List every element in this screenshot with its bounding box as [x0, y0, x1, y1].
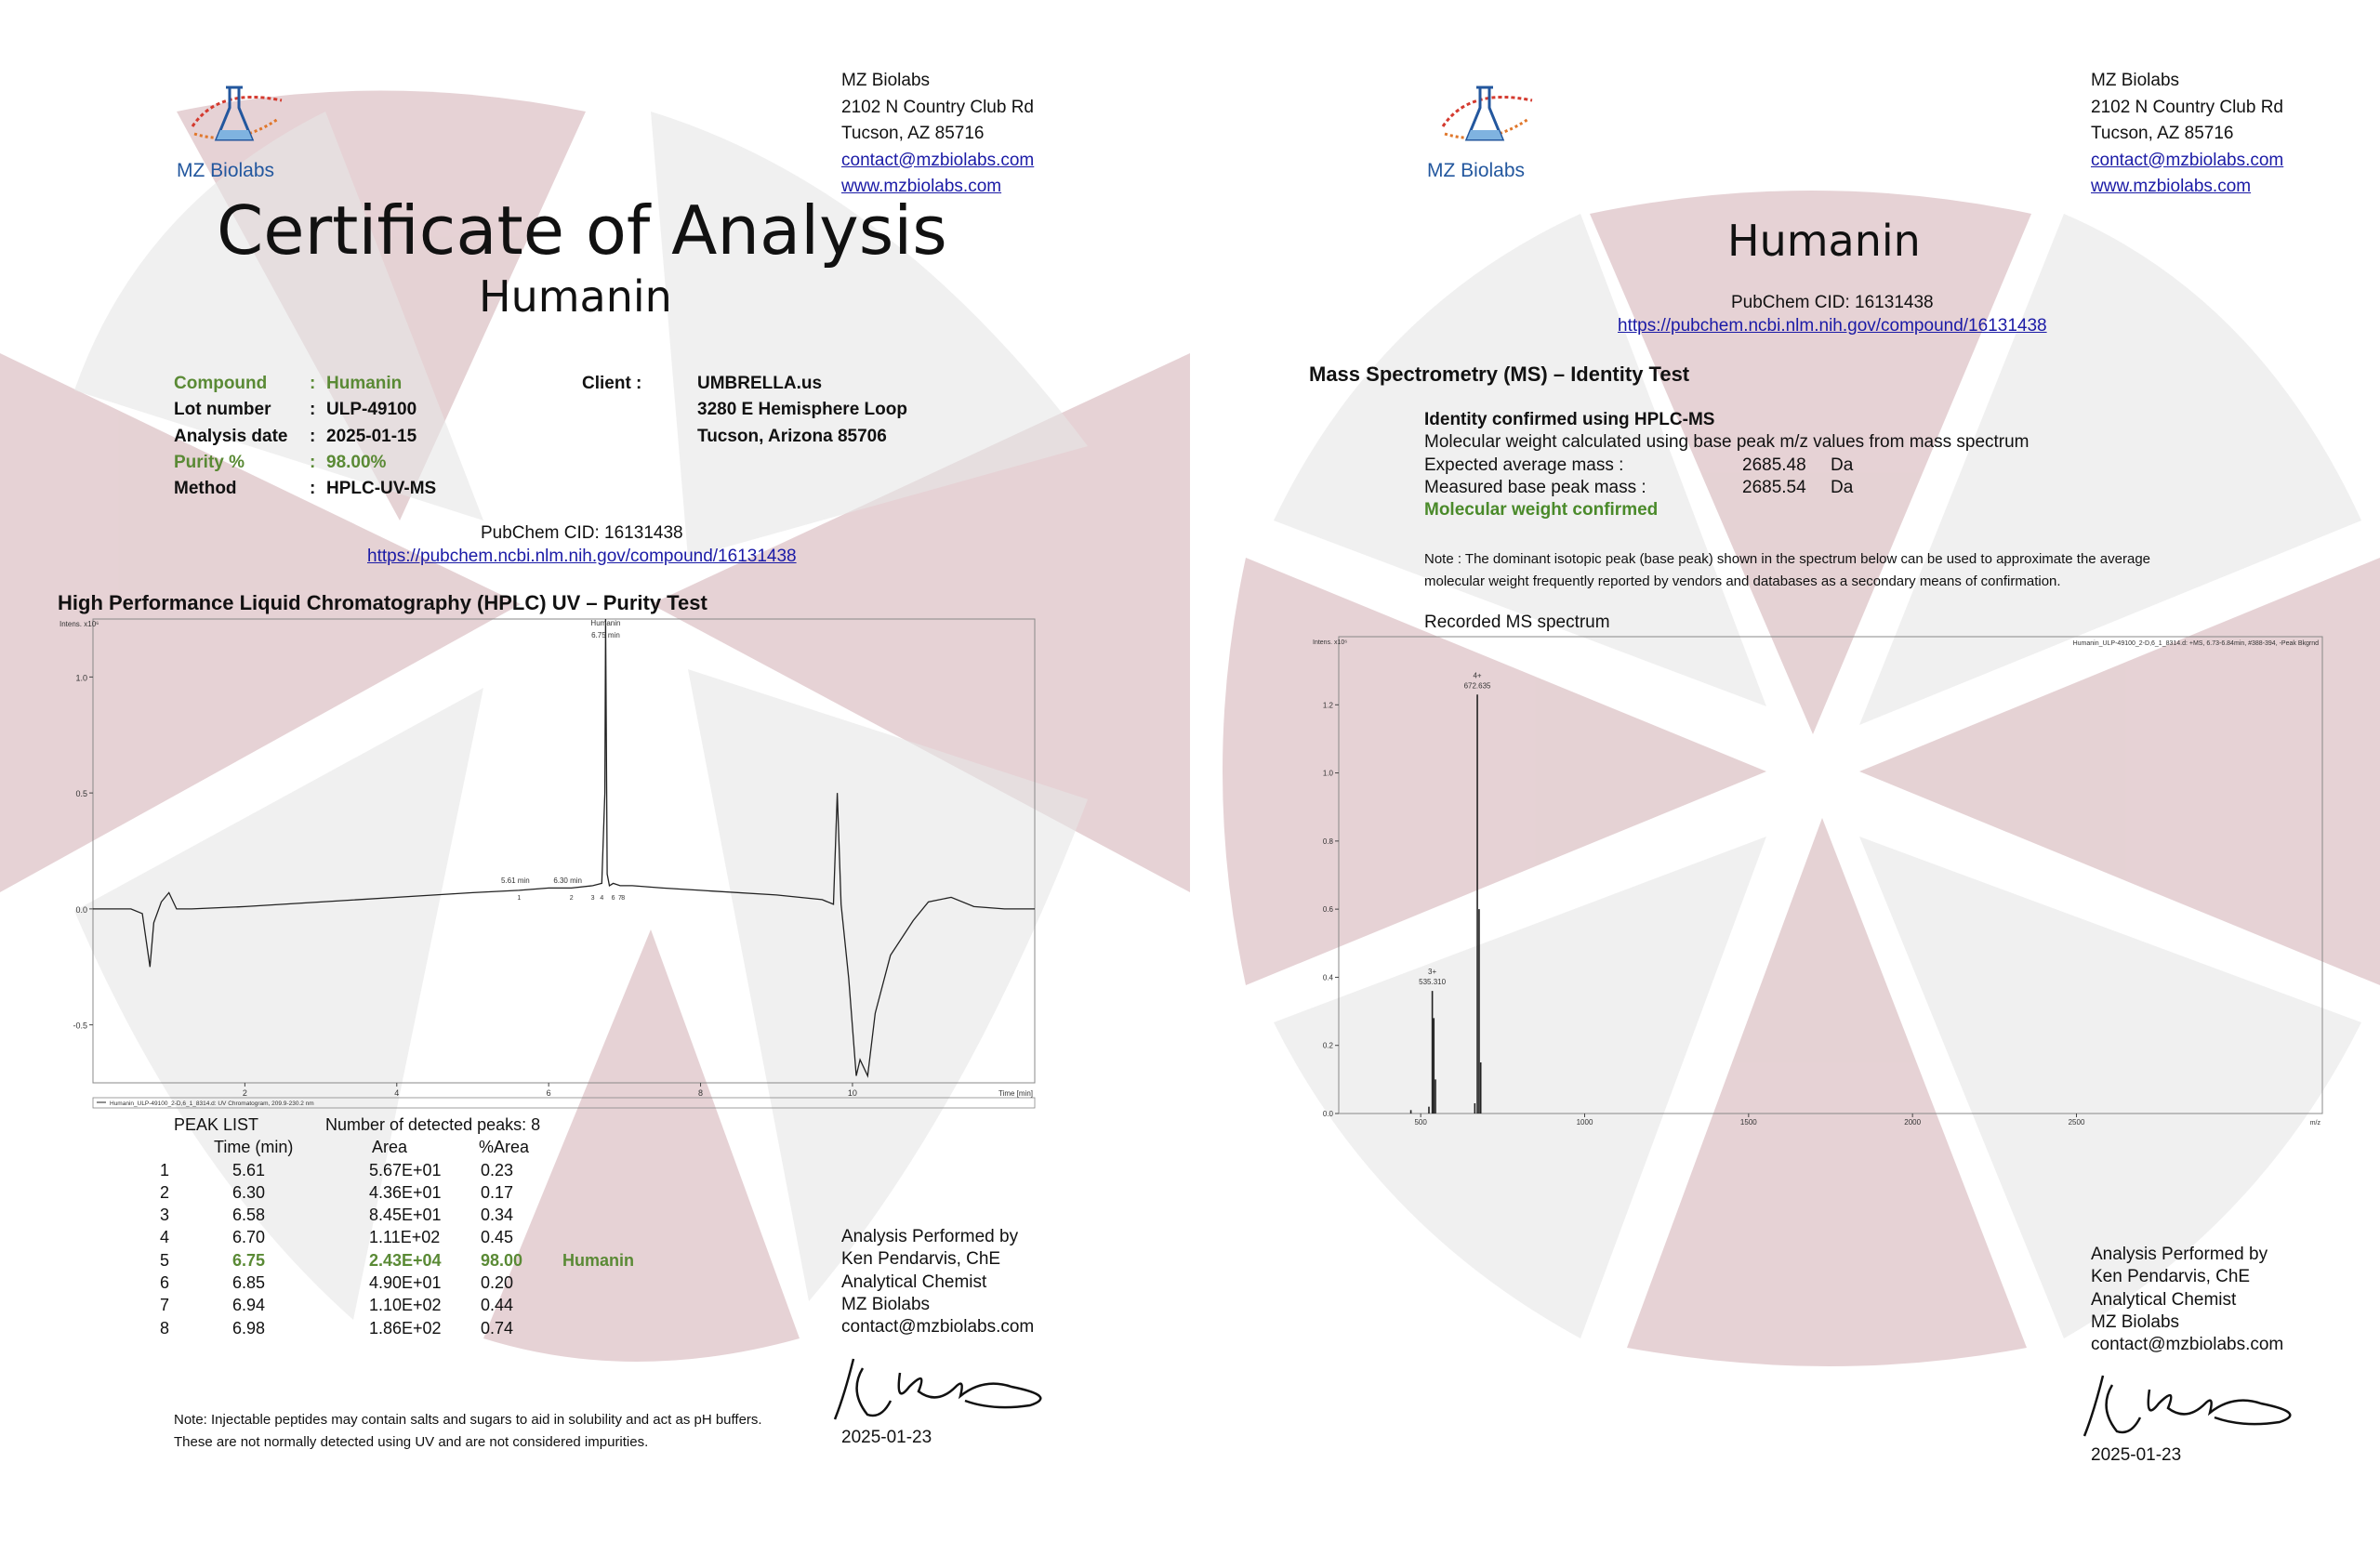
detected-peaks-count: Number of detected peaks: 8: [325, 1115, 541, 1134]
mass-unit: Da: [1831, 455, 1854, 475]
peak-row: [158, 1249, 634, 1272]
date-label: Analysis date: [174, 426, 288, 446]
website-link[interactable]: www.mzbiolabs.com: [841, 177, 1002, 196]
analyst-line: contact@mzbiolabs.com: [2091, 1335, 2284, 1355]
analyst-block: [2091, 1244, 2283, 1356]
x-tick-label: 8: [698, 1088, 704, 1098]
peak-cell-name: [562, 1181, 634, 1204]
company-address: [841, 68, 1034, 201]
measured-mass-label: Measured base peak mass :: [1424, 477, 1646, 497]
peak-cell-time: 6.75: [232, 1250, 266, 1270]
peak-cell-name: [562, 1204, 634, 1226]
sample-info: [174, 371, 436, 502]
peak-cell-pct: 0.20: [481, 1273, 514, 1293]
address-line: 2102 N Country Club Rd: [2091, 97, 2283, 117]
x-axis-label: Time [min]: [998, 1089, 1033, 1098]
identity-title: Identity confirmed using HPLC-MS: [1424, 410, 1715, 429]
mz-value-label: 535.310: [1419, 978, 1447, 987]
column-header: Area: [372, 1138, 408, 1157]
lot-value: ULP-49100: [326, 400, 417, 420]
signature: [2075, 1366, 2317, 1441]
ms-section-title: Mass Spectrometry (MS) – Identity Test: [1309, 362, 1690, 386]
x-tick-label: 2: [242, 1088, 247, 1098]
method-label: Method: [174, 479, 237, 499]
page-title: Certificate of Analysis: [217, 191, 947, 270]
peak-cell-time: 6.30: [232, 1182, 266, 1202]
compound-label: Compound: [174, 374, 268, 393]
peak-cell-name: Humanin: [562, 1250, 635, 1270]
peak-cell-time: 6.70: [232, 1228, 266, 1247]
note-line: Note: Injectable peptides may contain salts and sugars to aid in solubility and act as pH buffers.: [174, 1412, 762, 1428]
peak-row: [158, 1181, 634, 1204]
identity-block: [1424, 409, 2030, 521]
peak-annotation-time: 5.61 min: [500, 876, 530, 885]
colon: :: [310, 400, 316, 420]
signature-date: 2025-01-23: [2091, 1445, 2182, 1465]
logo-name: MZ Biolabs: [1427, 160, 1526, 181]
page-subtitle: Humanin: [479, 271, 672, 322]
base-peak-note: [1424, 548, 2150, 593]
peak-annotation-time: 6.75 min: [591, 631, 620, 639]
peak-number-label: 1: [517, 894, 522, 902]
flask-logo-icon: [181, 82, 293, 149]
peak-cell-n: 8: [160, 1318, 170, 1338]
peak-cell-pct: 0.17: [481, 1182, 514, 1202]
date-value: 2025-01-15: [326, 426, 417, 446]
client-line: UMBRELLA.us: [697, 374, 823, 393]
peak-cell-area: 2.43E+04: [369, 1250, 442, 1270]
analyst-line: Ken Pendarvis, ChE: [841, 1249, 1001, 1270]
peak-cell-area: 5.67E+01: [369, 1160, 442, 1179]
peak-list: [158, 1114, 634, 1339]
method-value: HPLC-UV-MS: [326, 479, 437, 499]
client-address: [697, 371, 907, 450]
x-tick-label: 6: [546, 1088, 551, 1098]
lot-label: Lot number: [174, 400, 271, 420]
hplc-section-title: High Performance Liquid Chromatography (HPLC) UV – Purity Test: [58, 591, 707, 614]
peak-cell-n: 6: [160, 1273, 170, 1293]
peak-cell-area: 4.90E+01: [369, 1273, 442, 1293]
charge-state-label: 4+: [1473, 671, 1482, 680]
y-tick-label: 0.4: [1322, 973, 1333, 982]
peak-cell-pct: 0.44: [481, 1296, 514, 1315]
pubchem-cid: PubChem CID: 16131438: [1731, 293, 1934, 312]
email-link[interactable]: contact@mzbiolabs.com: [841, 150, 1035, 170]
note-line: molecular weight frequently reported by vendors and databases as a secondary means of confirmation.: [1424, 573, 2061, 589]
hplc-chromatogram: [56, 615, 1041, 1107]
identity-description: Molecular weight calculated using base peak m/z values from mass spectrum: [1424, 432, 2030, 453]
pubchem-link[interactable]: https://pubchem.ncbi.nlm.nih.gov/compound/16131438: [1618, 316, 2047, 336]
client-label: Client :: [582, 374, 642, 393]
analyst-line: Analytical Chemist: [2091, 1289, 2237, 1310]
x-tick-label: 1500: [1739, 1118, 1757, 1127]
y-tick-label: -0.5: [73, 1021, 87, 1031]
x-axis-label: m/z: [2309, 1120, 2320, 1127]
x-tick-label: 4: [394, 1088, 400, 1098]
expected-mass-value: 2685.48: [1742, 455, 1806, 475]
peak-annotation-time: 6.30 min: [553, 876, 583, 885]
analyst-line: Analysis Performed by: [2091, 1245, 2268, 1264]
peak-row: [158, 1272, 634, 1294]
peak-row: [158, 1294, 634, 1316]
flask-logo-icon: [1432, 82, 1543, 149]
peak-cell-name: [562, 1317, 634, 1339]
peak-table: [158, 1136, 634, 1339]
y-tick-label: 1.2: [1322, 701, 1333, 710]
peak-annotation-name: Humanin: [590, 619, 621, 627]
y-tick-label: 0.5: [75, 789, 87, 799]
peak-cell-pct: 0.74: [481, 1318, 514, 1338]
y-axis-label: Intens. x10⁶: [60, 620, 99, 628]
website-link[interactable]: www.mzbiolabs.com: [2091, 177, 2252, 196]
peak-cell-n: 3: [160, 1206, 170, 1225]
y-tick-label: 0.2: [1322, 1041, 1333, 1050]
y-tick-label: 0.0: [1322, 1110, 1333, 1118]
signature-date: 2025-01-23: [841, 1428, 932, 1447]
peak-number-label: 8: [621, 894, 626, 902]
x-tick-label: 10: [847, 1088, 857, 1098]
pubchem-cid: PubChem CID: 16131438: [481, 523, 683, 543]
column-header: Time (min): [214, 1138, 294, 1157]
purity-label: Purity %: [174, 452, 245, 472]
analyst-line: MZ Biolabs: [2091, 1311, 2180, 1332]
mass-unit: Da: [1831, 477, 1854, 497]
measured-mass-value: 2685.54: [1742, 477, 1806, 497]
address-line: 2102 N Country Club Rd: [841, 97, 1034, 117]
column-header: %Area: [479, 1138, 530, 1157]
y-tick-label: 1.0: [75, 673, 87, 683]
weight-confirmed: Molecular weight confirmed: [1424, 500, 1659, 521]
peak-number-label: 7: [618, 894, 622, 902]
peak-row: [158, 1317, 634, 1339]
injectable-note: [174, 1409, 762, 1454]
plot-frame: [1339, 637, 2322, 1114]
ms-spectrum: [1311, 634, 2324, 1131]
y-tick-label: 0.8: [1322, 837, 1333, 846]
client-line: Tucson, Arizona 85706: [697, 426, 887, 446]
peak-cell-time: 6.58: [232, 1206, 266, 1225]
analyst-line: MZ Biolabs: [841, 1294, 931, 1314]
peak-cell-time: 6.98: [232, 1318, 266, 1338]
charge-state-label: 3+: [1428, 968, 1437, 977]
spectrum-header: Humanin_ULP-49100_2-D,6_1_8314.d: +MS, 6.73-6.84min, #388-394, -Peak Bkgrnd: [2072, 640, 2319, 647]
expected-mass-label: Expected average mass :: [1424, 455, 1624, 475]
company-logo: [1422, 82, 1553, 184]
company-logo: [172, 82, 302, 184]
colon: :: [310, 426, 316, 446]
peak-cell-area: 8.45E+01: [369, 1206, 442, 1225]
peak-number-label: 2: [569, 894, 574, 902]
peak-cell-name: [562, 1272, 634, 1294]
peak-list-title: PEAK LIST: [174, 1115, 259, 1134]
colon: :: [310, 479, 316, 499]
address-line: MZ Biolabs: [2091, 71, 2180, 90]
peak-row: [158, 1226, 634, 1248]
peak-cell-time: 6.85: [232, 1273, 266, 1293]
legend-label: Humanin_ULP-49100_2-D,6_1_8314.d: UV Chromatogram, 209.9-230.2 nm: [110, 1100, 314, 1107]
page-title: Humanin: [1727, 216, 1921, 266]
address-line: MZ Biolabs: [841, 71, 931, 90]
logo-name: MZ Biolabs: [177, 160, 275, 181]
peak-cell-area: 1.86E+02: [369, 1318, 442, 1338]
peak-number-label: 4: [600, 894, 604, 902]
x-tick-label: 1000: [1576, 1118, 1593, 1127]
peak-cell-n: 1: [160, 1160, 170, 1179]
peak-cell-area: 4.36E+01: [369, 1182, 442, 1202]
note-line: Note : The dominant isotopic peak (base peak) shown in the spectrum below can be used to approximate the average: [1424, 551, 2151, 567]
signature: [826, 1350, 1067, 1424]
peak-cell-n: 2: [160, 1182, 170, 1202]
peak-cell-n: 5: [160, 1250, 170, 1270]
y-tick-label: 0.6: [1322, 905, 1333, 915]
coa-page-ms: [1190, 0, 2380, 1555]
chromatogram-line: [93, 619, 1035, 1076]
peak-cell-name: [562, 1159, 634, 1181]
peak-number-label: 3: [590, 894, 595, 902]
peak-cell-n: 7: [160, 1296, 170, 1315]
analyst-line: Analysis Performed by: [841, 1227, 1019, 1246]
y-axis-label: Intens. x10⁶: [1313, 639, 1348, 646]
peak-row: [158, 1159, 634, 1181]
analyst-line: Ken Pendarvis, ChE: [2091, 1267, 2251, 1287]
purity-value: 98.00%: [326, 452, 387, 472]
y-tick-label: 1.0: [1322, 769, 1333, 778]
peak-cell-pct: 0.34: [481, 1206, 514, 1225]
address-line: Tucson, AZ 85716: [2091, 124, 2234, 143]
client-line: 3280 E Hemisphere Loop: [697, 400, 907, 420]
plot-frame: [93, 619, 1035, 1083]
company-address: [2091, 68, 2283, 201]
x-tick-label: 500: [1414, 1118, 1427, 1127]
analyst-block: [841, 1226, 1034, 1338]
address-line: Tucson, AZ 85716: [841, 124, 985, 143]
x-tick-label: 2500: [2068, 1118, 2085, 1127]
peak-cell-n: 4: [160, 1228, 170, 1247]
colon: :: [310, 374, 316, 393]
peak-cell-time: 5.61: [232, 1160, 266, 1179]
y-tick-label: 0.0: [75, 904, 87, 915]
peak-cell-name: [562, 1226, 634, 1248]
spectrum-title: Recorded MS spectrum: [1424, 613, 1610, 632]
email-link[interactable]: contact@mzbiolabs.com: [2091, 150, 2284, 170]
analyst-line: Analytical Chemist: [841, 1272, 987, 1292]
peak-cell-pct: 0.23: [481, 1160, 514, 1179]
peak-cell-pct: 98.00: [481, 1250, 523, 1270]
pubchem-link[interactable]: https://pubchem.ncbi.nlm.nih.gov/compound/16131438: [367, 547, 797, 566]
mz-value-label: 672.635: [1463, 681, 1491, 691]
analyst-line: contact@mzbiolabs.com: [841, 1317, 1035, 1338]
colon: :: [310, 452, 316, 472]
peak-cell-area: 1.11E+02: [369, 1228, 441, 1247]
peak-cell-name: [562, 1294, 634, 1316]
note-line: These are not normally detected using UV and are not considered impurities.: [174, 1434, 649, 1450]
peak-cell-time: 6.94: [232, 1296, 266, 1315]
peak-cell-pct: 0.45: [481, 1228, 514, 1247]
peak-row: [158, 1204, 634, 1226]
compound-value: Humanin: [326, 374, 403, 393]
peak-cell-area: 1.10E+02: [369, 1296, 442, 1315]
x-tick-label: 2000: [1904, 1118, 1922, 1127]
peak-number-label: 6: [611, 894, 615, 902]
